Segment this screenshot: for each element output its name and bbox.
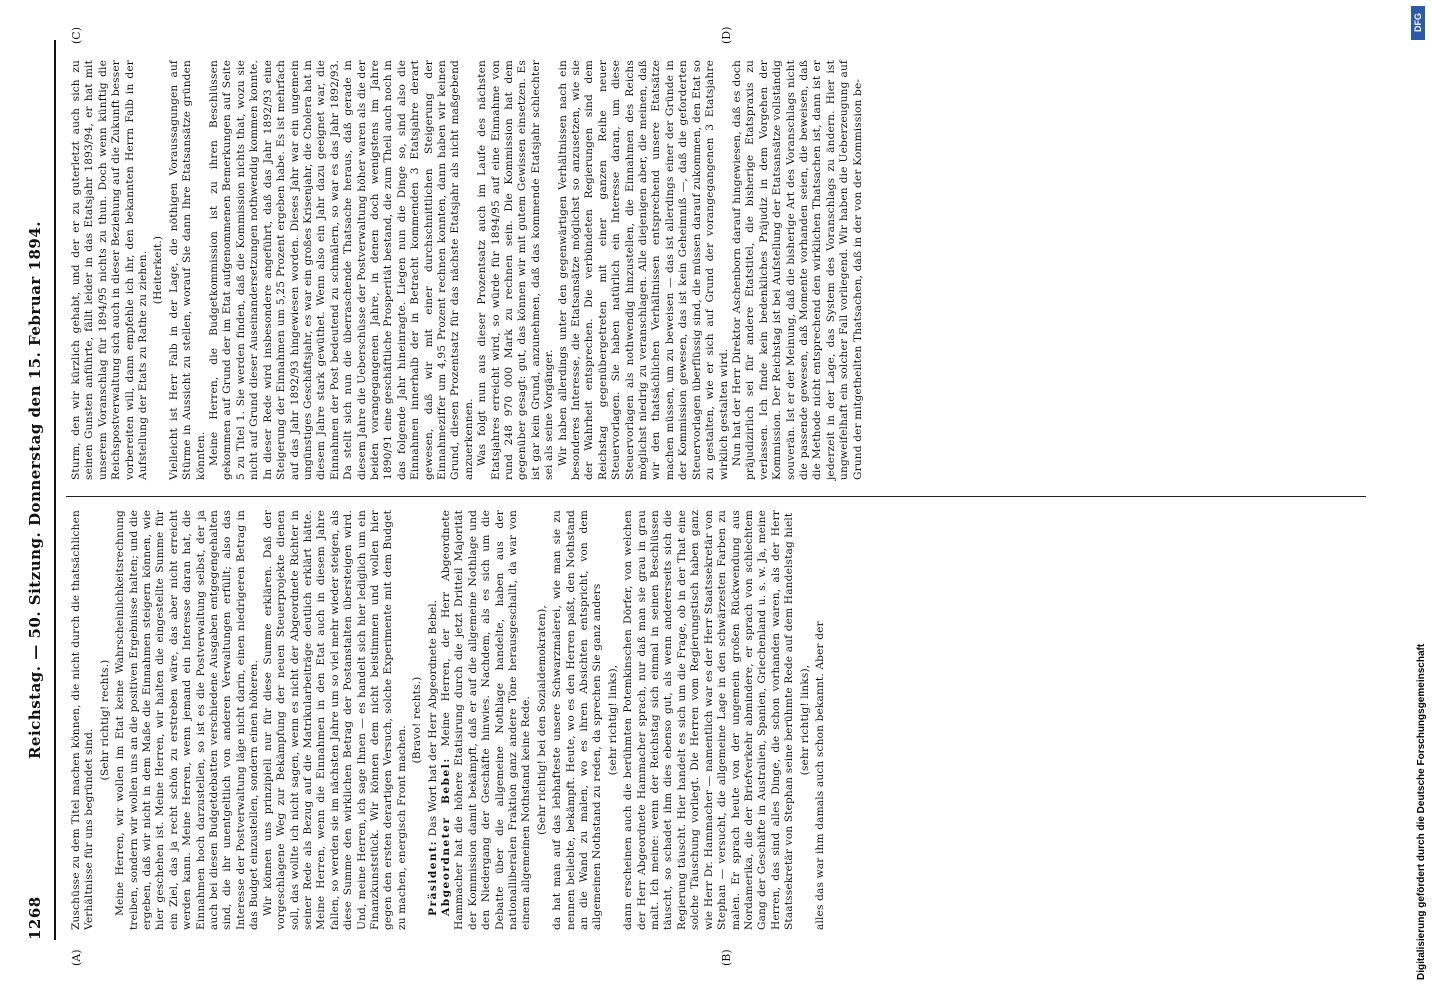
paragraph: Wir haben allerdings unter den gegenwärtigen Verhältnissen nach ein besonderes Interesse, die Etatsansätze möglichst so anzusetzen, wie sie der Wahrheit entsprechen. Die verbündeten Regierungen sind dem Reichstag gegenübergetreten mit einer ganzen Reihe neuer Steuervorlagen. Sie haben natürlich ein Interesse daran, um diese Steuervorlagen als nothwendig hinzustellen, die Einnahmen des Reichs möglichst niedrig zu veranschlagen. Alle diejenigen aber, die meinen, daß wir den thatsächlichen Verhältnissen entsprechend unsere Etatsätze machen müssen, um zu beweisen — das ist allerdings einer der Gründe in der Kommission gewesen, das ist kein Geheimniß —, daß die geforderten Steuervorlagen überflüssig sind, die müssen darauf zukommen, den Etat so zu gestalten, wie er sich auf Grund der vorangegangenen 3 Etatsjahre wirklich gestalten wird. [556,60,730,480]
paragraph: Meine Herren, wir wollen im Etat keine Wahrscheinlichkeitsrechnung treiben, sondern wir wollen uns an die positiven Ergebnisse halten; und die ergeben, daß wir nicht in dem Maße die Einnahmen steigern können, wie hier geschehen ist. Meine Herren, wir halten die eingestellte Summe für ein Ziel, das ja recht schön zu erstreben wäre, das aber nicht erreicht werden kann. Meine Herren, wenn jemand ein Interesse daran hat, die Einnahmen hoch darzustellen, so ist es die Postverwaltung selbst, der ja auch bei diesen Budgetdebatten verschiedene Ausgaben entgegengehalten sind, die ihr unentgeltlich von anderen Verwaltungen erfüllt; also das Interesse der Postverwaltung läge nicht darin, einen niedrigeren Betrag in das Budget einzustellen, sondern einen höheren. [114,510,261,930]
speech-paragraph [440,510,534,930]
paragraph: da hat man auf das lebhafteste unsere Schwarzmalerei, wie man sie zu nennen beliebte, bekämpft. Heute, wo es den Herren paßt, den Nothstand an die Wand zu malen, wo es ihren Absichten entspricht, von dem allgemeinen Nothstand zu reden, da sprechen Sie ganz anders [551,510,604,930]
speech-paragraph [427,510,440,930]
footer-strip [1400,0,1432,1000]
interjection: (sehr richtig! links), [606,664,619,776]
interjection: (Bravo! rechts.) [411,676,424,764]
paragraph: Sturm, den wir kürzlich gehabt, und der er zu guterletzt auch sich zu seinen Gunsten anführte, fällt leider in das Etatsjahr 1893/94, er hat mit unserem Voranschlag für 1894/95 nichts zu thun. Doch wenn künftig die Reichspostverwaltung sich auch in dieser Beziehung auf die Zukunft besser vorbereiten will, dann empfehle ich ihr, den bekannten Herrn Falb in der Aufstellung der Etats zu Rathe zu ziehen. [70,60,150,480]
margin-marker-c: (C) [70,27,83,44]
column-divider [66,496,1366,497]
interjection: (Heiterkeit.) [152,235,165,305]
running-head [26,40,52,940]
page-number: 1268 [26,896,44,940]
page-title: Reichstag. — 50. Sitzung. Donnerstag den 15. Februar 1894. [26,220,44,760]
paragraph: Meine Herren, die Budgetkommission ist zu ihren Beschlüssen gekommen auf Grund der im Etat aufgenommenen Bemerkungen auf Seite 5 zu Titel 1. Sie werden finden, daß die Kommission nichts that, wozu sie nicht auf Grund dieser Auseinandersetzungen nothwendig kommen konnte. In dieser Rede wird insbesondere angeführt, daß das Jahr 1892/93 eine Steigerung der Einnahmen um 5,25 Prozent ergeben habe. Es ist mehrfach auf das Jahr 1892/93 hingewiesen worden. Dieses Jahr war ein ungemein ungünstiges Geschäftsjahr, es war ein großes Krisenjahr, die Cholera hat in diesem Jahre stark gewüthet. Wenn also ein Jahr dazu geeignet war, die Einnahmen der Post bedeutend zu schmälern, so war es das Jahr 1892/93. Da stellt sich nun die überraschende Thatsache heraus, daß gerade in diesem Jahre die Ueberschüsse der Postverwaltung höher waren als die der beiden vorangegangenen Jahre, in denen doch wenigstens im Jahre 1890/91 eine geschäftliche Prosperität bestand, die zum Theil auch noch in das folgende Jahr hineinragte. Liegen nun die Dinge so, sind also die Einnahmen innerhalb der in Betracht kommenden 3 Etatsjahre derart gewesen, daß wir mit einer durchschnittlichen Steigerung der Einnahmeziffer um 4,95 Prozent rechnen konnten, dann haben wir keinen Grund, diesen Prozentsatz für das nächste Etatsjahr als nicht maßgebend anzuerkennen. [208,60,475,480]
margin-marker-d: (D) [720,26,733,44]
interjection: (Sehr richtig! rechts.) [98,659,111,781]
paragraph: Wir können uns prinzipiell nur für diese Summe erklären. Daß der vorgeschlagene Weg zur Bekämpfung der neuen Steuerprojekte dienen soll, das wollte ich nicht sagen, wenn es nicht der Abgeordnete Richter in seiner Rede als Bezug auf die Matrikularbeiträge deutlich erklärt hätte. Meine Herren, wenn die Einnahmen in den Etat auch in diesem Jahre fallen, so werden sie im nächsten Jahre um so viel mehr wieder steigen, als diese Summe den wirklichen Betrag der Postanstalten übersteigen wird. Und, meine Herren, ich sage Ihnen — es handelt sich hier lediglich um ein Finanzkunststück. Wir können dem nicht beistimmen und wollen hier gegen den ersten derartigen Versuch, solche Experimente mit dem Budget zu machen, energisch Front machen. [261,510,408,930]
margin-marker-b: (B) [720,949,733,966]
paragraph: Zuschüsse zu dem Titel machen können, die nicht durch die thatsächlichen Verhältnisse für uns begründet sind. [70,510,96,930]
paragraph: Vielleicht ist Herr Falb in der Lage, die nöthigen Voraussagungen auf Stürme in Aussicht zu stellen, worauf Sie dann Ihre Etatsansätze gründen könnten. [167,60,207,480]
paragraph: Was folgt nun aus dieser Prozentsatz auch im Laufe des nächsten Etatsjahres erreicht wird, so würde für 1894/95 auf eine Einnahme von rund 248 970 000 Mark zu rechnen sein. Die Kommission hat dem gegenüber gesagt: gut, das können wir mit gutem Gewissen einsetzen. Es ist gar kein Grund, anzunehmen, daß das kommende Etatsjahr schlechter sei als seine Vorgänger. [476,60,556,480]
left-column [70,510,827,930]
speaker-name: Abgeordneter Bebel: [439,757,452,916]
interjection: (Sehr richtig! bei den Sozialdemokraten), [535,605,548,835]
speech-text: Das Wort hat der Herr Abgeordnete Bebel. [426,599,439,837]
interjection: (sehr richtig! links), [798,664,811,776]
speaker-name: Präsident: [426,839,439,916]
speech-text: Meine Herren, der Herr Abgeordnete Hammacher hat die höhere Etatisirung durch die jetzt Dritteil Majorität der Kommission damit bekämpft, daß er auf die allgemeine Nothlage und den Niedergang der Geschäfte hinwies. Nachdem, als es sich um die Debatte über die allgemeine Nothlage handelte, haben aus der nationalliberalen Fraktion ganz andere Töne herausgeschallt, da war von einem allgemeinen Nothstand keine Rede. [439,510,533,930]
header-rule [54,40,56,940]
dfg-logo: DFG [1411,6,1425,40]
paragraph: dann erscheinen auch die berühmten Potemkinschen Dörfer, von welchen der Herr Abgeordnete Hammacher sprach, nur daß man sie grau in grau malt. Ich meine: wenn der Reichstag sich einmal in seinen Beschlüssen täuscht, so schadet ihm dies ebenso gut, als wenn andererseits sich die Regierung täuscht. Hier handelt es sich um die Frage, ob in der That eine solche Täuschung vorliegt. Die Herren vom Regierungstisch haben ganz wie Herr Dr. Hammacher — namentlich war es der Herr Staatssekretär von Stephan — versucht, die allgemeine Lage in den schwärzesten Farben zu malen. Er sprach heute von der ungemein großen Rückwendung aus Nordamerika, die der Briefverkehr abmindere, er sprach von schlechtem Gang der Geschäfte in Australien, Spanien, Griechenland u. s. w. Ja, meine Herren, das sind alles Dinge, die schon vorhanden waren, als der Herr Staatssekretär von Stephan seine berühmte Rede auf dem Handelstag hielt [622,510,796,930]
right-column [70,60,865,480]
paragraph: Nun hat der Herr Direktor Aschenborn darauf hingewiesen, daß es doch präjudizirlich sei für andere Etatstitel, die bisherige Etatspraxis zu verlassen. Ich finde kein bedenkliches Präjudiz in dem Vorgehen der Kommission. Der Reichstag ist bei Aufstellung der Etatsansätze vollständig souverän. Ist er der Meinung, daß die bisherige Art des Voranschlags nicht die passende gewesen, daß Momente vorhanden seien, die beweisen, daß die Methode nicht entsprechend den wirklichen Thatsachen ist, dann ist er jederzeit in der Lage, das System des Voranschlags zu ändern. Hier ist ungweifelhaft ein solcher Fall vorliegend. Wir haben die Ueberzeugung auf Grund der mitgetheilten Thatsachen, daß in der von der Kommission be- [730,60,864,480]
margin-marker-a: (A) [70,949,83,966]
attribution-text: Digitalisierung gefördert durch die Deutsche Forschungsgemeinschaft [1416,643,1427,980]
paragraph: alles das war ihm damals auch schon bekannt. Aber der [813,621,826,930]
